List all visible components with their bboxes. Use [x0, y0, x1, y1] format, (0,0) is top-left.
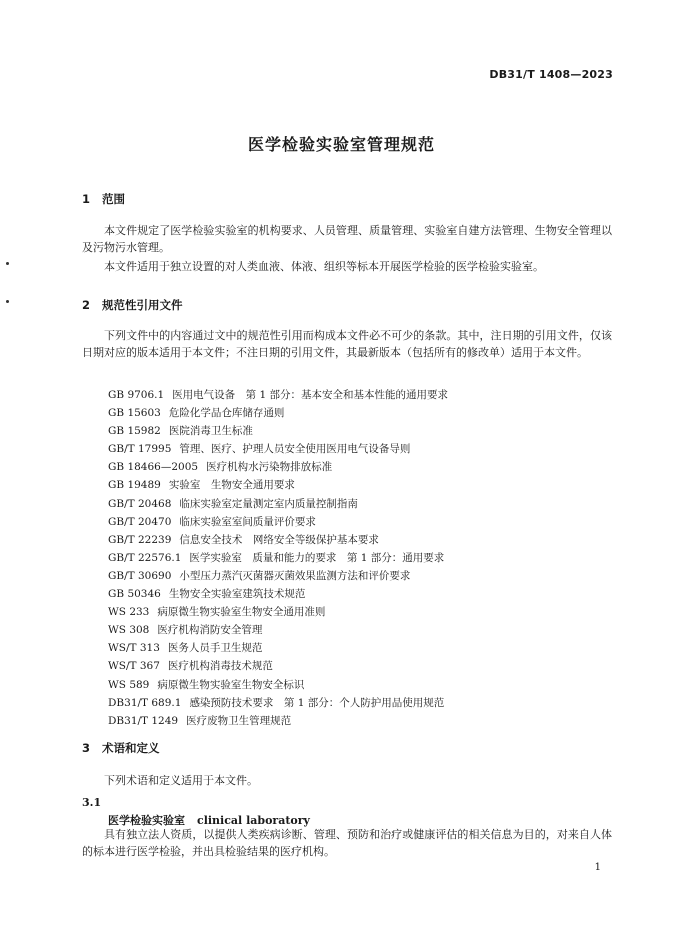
- scan-mark: [6, 262, 9, 265]
- reference-code: GB/T 20468: [108, 497, 172, 510]
- reference-title: 危险化学品仓库储存通则: [168, 407, 285, 420]
- reference-code: GB 50346: [108, 588, 161, 601]
- reference-title: 病原微生物实验室生物安全通用准则: [157, 606, 326, 619]
- reference-title: 医务人员手卫生规范: [167, 642, 263, 655]
- reference-code: WS 308: [108, 624, 150, 637]
- reference-title: 生物安全实验室建筑技术规范: [168, 588, 306, 601]
- reference-item: [108, 603, 448, 621]
- reference-item: [108, 585, 448, 603]
- section-2-heading: [82, 297, 183, 313]
- reference-item: [108, 531, 448, 549]
- section-title: 范围: [102, 192, 125, 206]
- reference-code: GB/T 22239: [108, 533, 172, 546]
- scan-mark: [6, 300, 9, 303]
- reference-item: [108, 440, 448, 458]
- reference-title: 临床实验室定量测定室内质量控制指南: [179, 497, 358, 510]
- reference-code: GB 18466—2005: [108, 461, 199, 474]
- section-1-paragraph-1: 本文件规定了医学检验实验室的机构要求、人员管理、质量管理、实验室自建方法管理、生物安全管理以及污物污水管理。: [82, 224, 612, 254]
- section-3-heading: [82, 740, 160, 756]
- reference-code: WS/T 367: [108, 660, 160, 673]
- reference-item: [108, 712, 448, 730]
- term-definition: 具有独立法人资质，以提供人类疾病诊断、管理、预防和治疗或健康评估的相关信息为目的，对来自人体的标本进行医学检验，并出具检验结果的医疗机构。: [82, 828, 612, 858]
- reference-item: [108, 404, 448, 422]
- reference-code: GB 15982: [108, 425, 161, 438]
- reference-title: 信息安全技术 网络安全等级保护基本要求: [179, 533, 379, 546]
- reference-title: 小型压力蒸汽灭菌器灭菌效果监测方法和评价要求: [179, 569, 411, 582]
- reference-item: [108, 621, 448, 639]
- term-chinese: 医学检验实验室: [108, 814, 185, 827]
- term-english: clinical laboratory: [197, 814, 310, 827]
- reference-title: 医学实验室 质量和能力的要求 第 1 部分：通用要求: [189, 551, 445, 564]
- section-title: 术语和定义: [102, 741, 160, 755]
- reference-code: GB/T 17995: [108, 443, 172, 456]
- reference-title: 临床实验室室间质量评价要求: [179, 515, 316, 528]
- reference-code: GB/T 20470: [108, 515, 172, 528]
- reference-title: 医用电气设备 第 1 部分：基本安全和基本性能的通用要求: [172, 389, 449, 401]
- reference-item: [108, 513, 448, 531]
- section-number: 3: [82, 741, 91, 755]
- reference-code: DB31/T 1249: [108, 714, 179, 727]
- reference-title: 管理、医疗、护理人员安全使用医用电气设备导则: [179, 443, 411, 456]
- reference-title: 实验室 生物安全通用要求: [168, 479, 295, 492]
- reference-title: 医疗机构消防安全管理: [157, 624, 263, 637]
- reference-item: [108, 458, 448, 476]
- reference-code: GB 15603: [108, 407, 161, 420]
- reference-title: 病原微生物实验室生物安全标识: [157, 678, 305, 691]
- reference-code: WS 233: [108, 606, 150, 619]
- reference-code: GB 19489: [108, 479, 161, 492]
- reference-code: WS/T 313: [108, 642, 160, 655]
- section-2-paragraph-1: 下列文件中的内容通过文中的规范性引用而构成本文件必不可少的条款。其中，注日期的引用文件，仅该日期对应的版本适用于本文件；不注日期的引用文件，其最新版本（包括所有的修改单）适用于本文件。: [82, 329, 612, 359]
- section-3-paragraph-1: 下列术语和定义适用于本文件。: [104, 774, 258, 787]
- normative-reference-list: [108, 386, 448, 730]
- reference-item: [108, 476, 448, 494]
- standard-code: DB31/T 1408—2023: [489, 68, 613, 81]
- reference-item: [108, 495, 448, 513]
- section-1-paragraph-2: 本文件适用于独立设置的对人类血液、体液、组织等标本开展医学检验的医学检验实验室。: [104, 260, 544, 273]
- reference-title: 感染预防技术要求 第 1 部分：个人防护用品使用规范: [189, 696, 445, 709]
- reference-code: GB/T 22576.1: [108, 551, 182, 564]
- reference-title: 医疗机构消毒技术规范: [167, 660, 273, 673]
- reference-code: GB 9706.1: [108, 389, 165, 401]
- page-number: 1: [594, 862, 601, 873]
- reference-item: [108, 639, 448, 657]
- reference-code: GB/T 30690: [108, 569, 172, 582]
- reference-item: [108, 657, 448, 675]
- reference-item: [108, 422, 448, 440]
- reference-title: 医疗机构水污染物排放标准: [206, 461, 333, 474]
- section-title: 规范性引用文件: [102, 298, 183, 312]
- reference-title: 医疗废物卫生管理规范: [186, 714, 292, 727]
- section-number: 1: [82, 192, 91, 206]
- reference-item: [108, 676, 448, 694]
- reference-item: [108, 567, 448, 585]
- reference-code: DB31/T 689.1: [108, 696, 182, 709]
- reference-title: 医院消毒卫生标准: [168, 425, 253, 438]
- reference-code: WS 589: [108, 678, 150, 691]
- section-1-heading: [82, 191, 125, 207]
- reference-item: [108, 386, 448, 404]
- section-number: 2: [82, 298, 91, 312]
- reference-item: [108, 549, 448, 567]
- clause-number: 3.1: [82, 796, 102, 809]
- reference-item: [108, 694, 448, 712]
- document-title: 医学检验实验室管理规范: [247, 135, 435, 154]
